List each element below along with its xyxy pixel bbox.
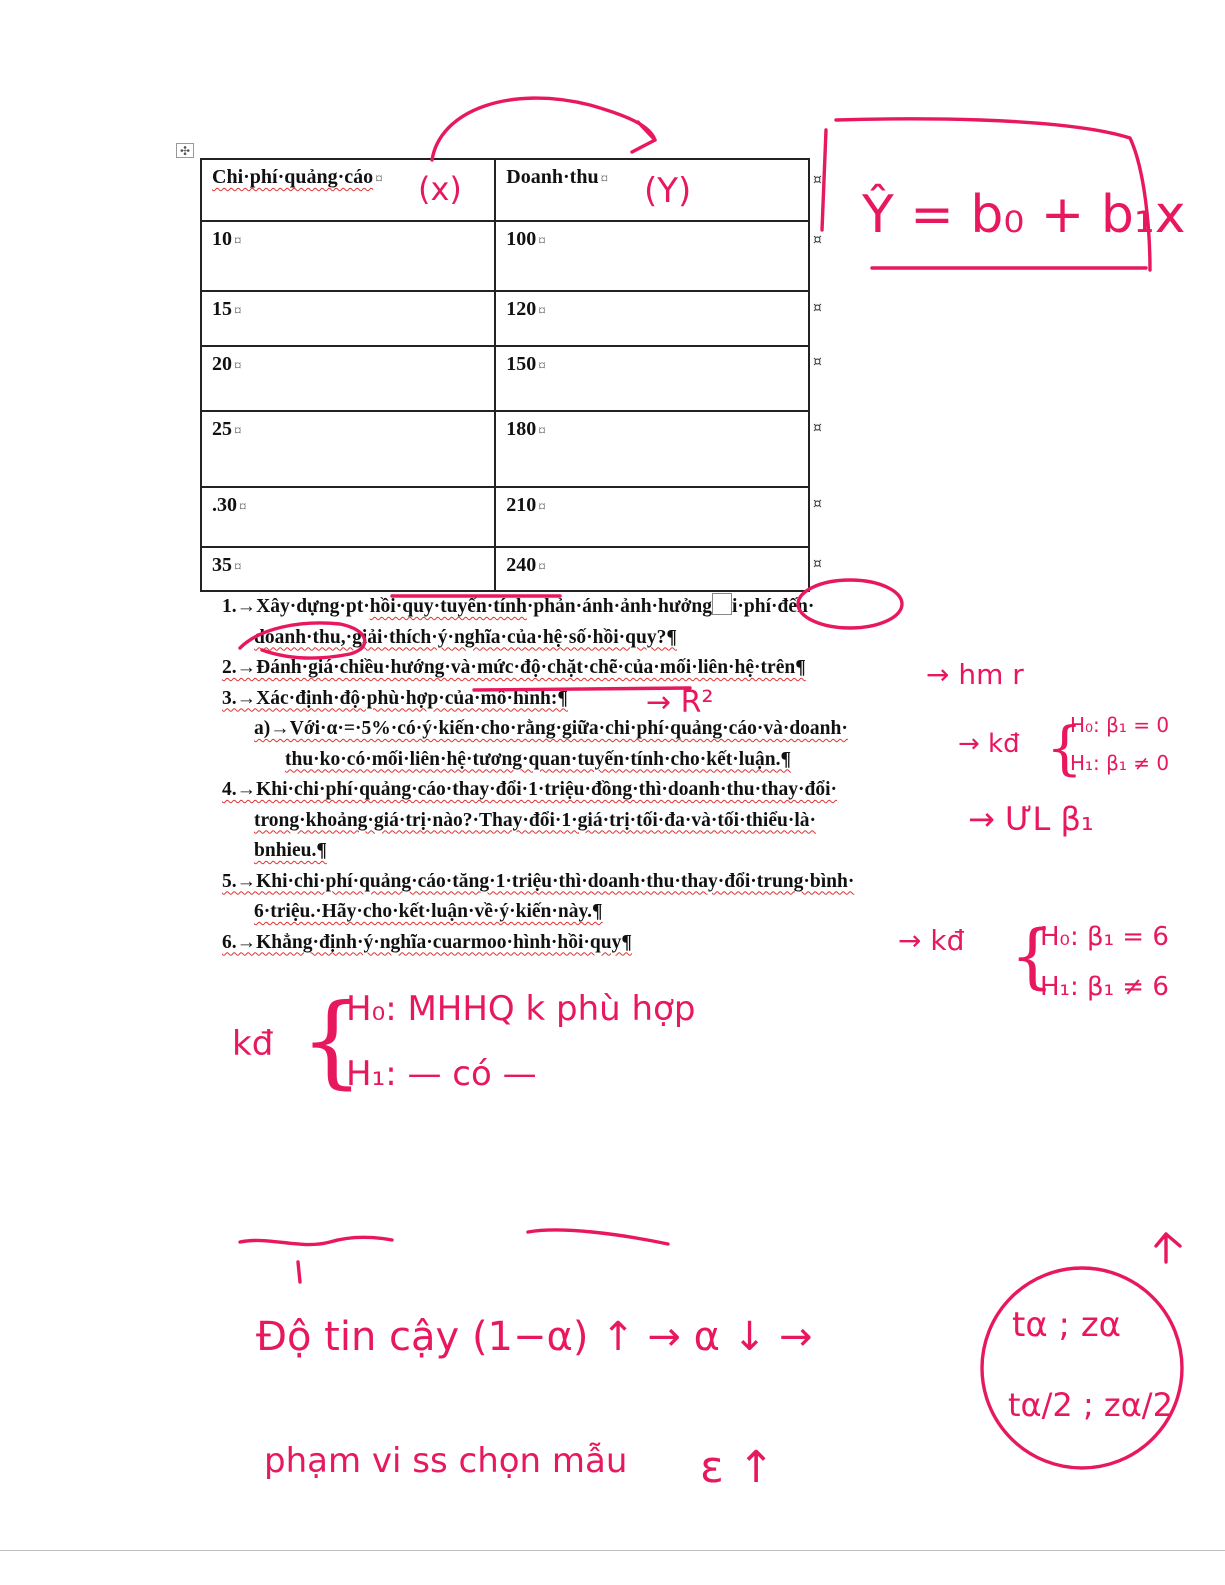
table-row	[201, 487, 809, 547]
quantile-circle	[982, 1268, 1182, 1468]
header-cell-ad-cost	[201, 159, 495, 221]
table-move-handle[interactable]: ✣	[176, 143, 194, 158]
q3a-h1: H₁: β₁ ≠ 0	[1070, 751, 1170, 775]
row-end-mark: ¤	[813, 556, 822, 572]
overline-stroke	[528, 1230, 668, 1244]
header-cell-revenue	[495, 159, 809, 221]
q3-note: → R²	[646, 685, 714, 720]
table-cell: .30 ¤	[201, 487, 495, 547]
brace: {	[300, 982, 364, 1099]
q3a-note-prefix: → kđ	[958, 729, 1020, 759]
quantiles-line-2: tα/2 ; zα/2	[1008, 1386, 1173, 1424]
q6-prefix: kđ	[232, 1024, 274, 1064]
question-5-line-1: 5.→Khi·chi·phí·quảng·cáo·tăng·1·triệu·thì·doanh·thu·thay·đổi·trung·bình·	[222, 870, 855, 892]
table-cell: 240 ¤	[495, 547, 809, 591]
question-5-line-2: 6·triệu.·Hãy·cho·kết·luận·về·ý·kiến·này.¶	[254, 901, 603, 922]
row-end-mark: ¤	[813, 354, 822, 370]
q5-note-prefix: → kđ	[898, 924, 965, 957]
epsilon-note: ε ↑	[700, 1442, 775, 1493]
question-3a-line-1: a)→Với·α·=·5%·có·ý·kiến·cho·rằng·giữa·chi·phí·quảng·cáo·và·doanh·	[254, 718, 848, 739]
table-cell: 25 ¤	[201, 411, 495, 487]
missing-character-box	[712, 593, 732, 615]
table-row	[201, 411, 809, 487]
cell-mark: ¤	[600, 171, 609, 187]
q5-h0: H₀: β₁ = 6	[1040, 922, 1169, 952]
question-6: 6.→Khẳng·định·ý·nghĩa·cuarmoo·hình·hồi·quy¶	[222, 931, 632, 953]
table-cell: 15 ¤	[201, 291, 495, 346]
table-cell: 10 ¤	[201, 221, 495, 291]
q6-h0: H₀: MHHQ k phù hợp	[346, 989, 696, 1029]
row-end-mark: ¤	[813, 496, 822, 512]
table-row	[201, 291, 809, 346]
table-row	[201, 221, 809, 291]
question-2: 2.→Đánh·giá·chiều·hướng·và·mức·độ·chặt·chẽ·của·mối·liên·hệ·trên¶	[222, 657, 806, 678]
table-header-row	[201, 159, 809, 221]
header-y-note: (Y)	[644, 171, 692, 211]
table-cell: 35 ¤	[201, 547, 495, 591]
question-3a-line-2: thu·ko·có·mối·liên·hệ·tương·quan·tuyến·tính·cho·kết·luận.¶	[285, 748, 792, 770]
table-cell: 20 ¤	[201, 346, 495, 411]
question-4-line-1: 4.→Khi·chi·phí·quảng·cáo·thay·đổi·1·triệu·đồng·thì·doanh·thu·thay·đổi·	[222, 779, 838, 800]
question-3: 3.→Xác·định·độ·phù·hợp·của·mô·hình:¶	[222, 687, 568, 709]
cell-mark: ¤	[375, 171, 383, 187]
sampling-line: phạm vi ss chọn mẫu	[264, 1441, 628, 1481]
tick-stroke	[298, 1262, 300, 1282]
header-label: Chi·phí·quảng·cáo	[212, 166, 374, 188]
table-cell: 100 ¤	[495, 221, 809, 291]
table-row	[201, 346, 809, 411]
data-table	[200, 158, 810, 592]
question-4-line-2: trong·khoảng·giá·trị·nào?·Thay·đổi·1·giá·trị·tối·đa·và·tối·thiểu·là·	[254, 809, 816, 831]
table-cell: 180 ¤	[495, 411, 809, 487]
wavy-stroke	[240, 1237, 392, 1244]
header-label: Doanh·thu	[506, 166, 599, 188]
table-row	[201, 547, 809, 591]
table-cell: 120 ¤	[495, 291, 809, 346]
table-cell: 150 ¤	[495, 346, 809, 411]
brace: {	[1010, 915, 1055, 997]
q2-note: → hm r	[926, 658, 1024, 691]
header-x-note: (x)	[418, 170, 462, 208]
question-1-line-2: doanh·thu,·giải·thích·ý·nghĩa·của·hệ·số·hồi·quy?¶	[254, 626, 677, 648]
regression-equation: Ŷ = b₀ + b₁x	[862, 185, 1186, 245]
confidence-line: Độ tin cậy (1−α) ↑ → α ↓ →	[256, 1314, 813, 1360]
q4-note: → ƯL β₁	[968, 800, 1094, 838]
table-cell: 210 ¤	[495, 487, 809, 547]
brace: {	[1046, 714, 1083, 782]
question-1-line-1: 1.→Xây·dựng·pt·hồi·quy·tuyến·tính·phản·ánh·ảnh·hưởng i·phí·đến·	[222, 592, 982, 623]
question-list	[222, 592, 982, 958]
question-4-line-3: bnhieu.¶	[254, 840, 327, 861]
row-end-mark: ¤	[813, 300, 822, 316]
row-end-mark: ¤	[813, 232, 822, 248]
q5-h1: H₁: β₁ ≠ 6	[1040, 972, 1169, 1002]
q6-h1: H₁: — có —	[346, 1054, 537, 1094]
up-arrow	[1156, 1234, 1180, 1262]
row-end-mark: ¤	[813, 172, 822, 188]
quantiles-line-1: tα ; zα	[1012, 1305, 1122, 1345]
row-end-mark: ¤	[813, 420, 822, 436]
page-bottom-divider	[0, 1550, 1225, 1551]
q3a-h0: H₀: β₁ = 0	[1070, 713, 1170, 737]
